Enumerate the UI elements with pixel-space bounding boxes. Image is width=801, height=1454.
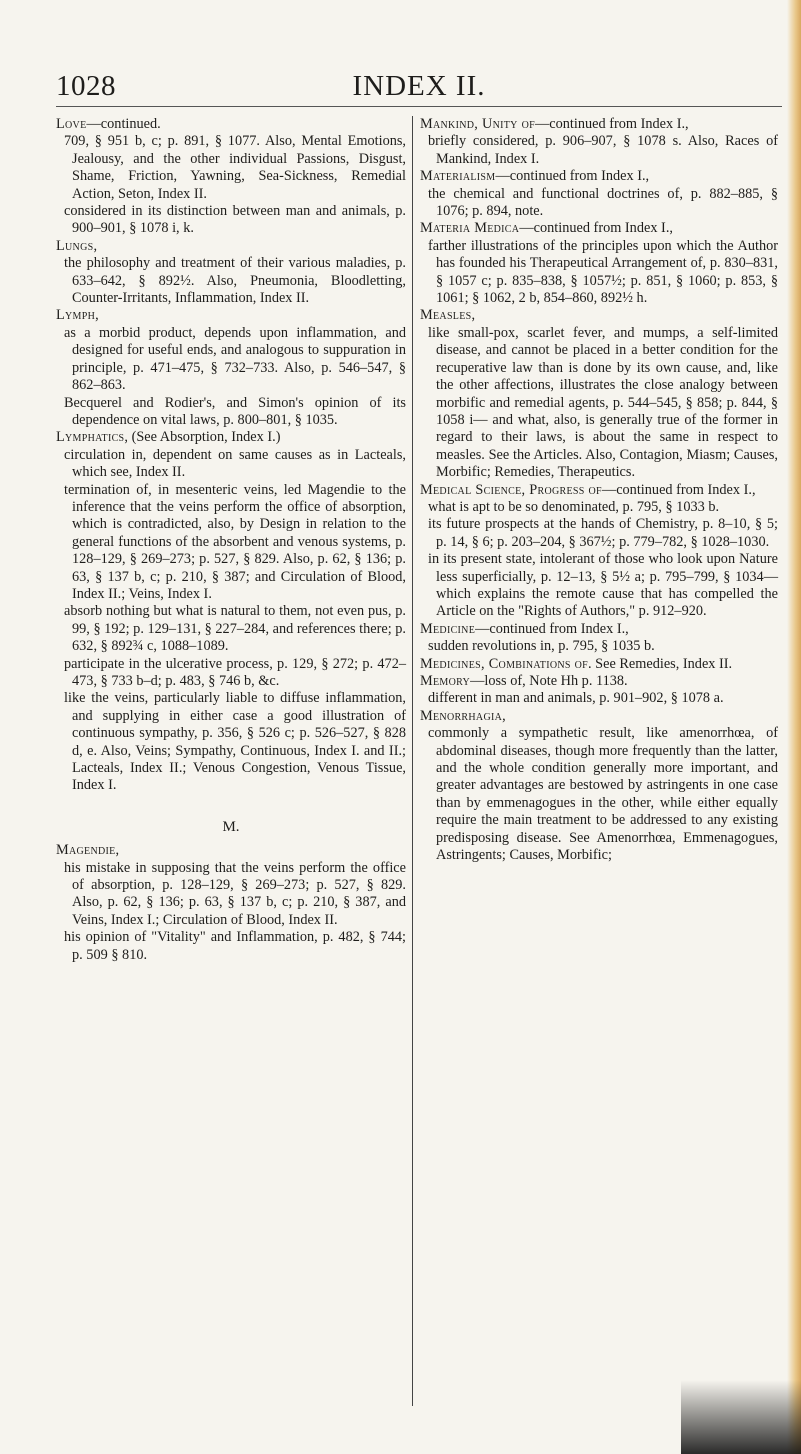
entry-heading: Lymph (56, 307, 96, 324)
column-divider (412, 116, 413, 1406)
entry-subentry: absorb nothing but what is natural to them, not even pus, p. 99, § 192; p. 129–131, § 227–284, and references there; p. 632, § 892¾ c, 1088–1089. (64, 603, 406, 655)
entry-heading-suffix: , (See Absorption, Index I.) (124, 429, 281, 446)
entry-subentry: as a morbid product, depends upon inflammation, and designed for useful ends, and analogous to suppuration in principle, p. 471–475, § 732–733. Also, p. 546–547, § 862–863. (64, 324, 406, 394)
index-entry (420, 673, 778, 708)
index-entry (420, 220, 778, 307)
entry-subentry: like small-pox, scarlet fever, and mumps, a self-limited disease, and cannot be placed in a better condition for the recuperative law than is done by its own cause, and, like the other affections, illustrates the close analogy between morbific and remedial agents, p. 544–545, § 858; p. 844, § 1058 i— and what, also, is generally true of the former in regard to their laws, is about the same in respect to measles. See the Articles. Also, Contagion, Miasm; Causes, Morbific; Remedies, Therapeutics. (428, 324, 778, 481)
index-entry (56, 429, 406, 795)
entry-heading-suffix: , (115, 842, 120, 859)
page-corner-shadow (681, 1380, 801, 1454)
index-entry (420, 116, 778, 168)
entry-heading: Memory (420, 673, 471, 689)
entry-heading-suffix: , (502, 707, 506, 724)
entry-subentry: sudden revolutions in, p. 795, § 1035 b. (428, 638, 655, 655)
entry-subentry: like the veins, particularly liable to diffuse inflammation, and supplying in either case a good illustration of continuous sympathy, p. 356, § 526 c; p. 526–527, § 828 d, e. Also, Veins; Sympathy, Continuous, Index I. and II.; Lacteals, Index II.; Venous Congestion, Venous Tissue, Index I. (64, 690, 406, 794)
section-letter: M. (222, 818, 240, 835)
index-entry (420, 621, 778, 656)
entry-heading: Mankind, Unity of (420, 116, 535, 132)
header-rule (56, 106, 782, 107)
index-entry (420, 482, 778, 621)
entry-subentry: his opinion of "Vitality" and Inflammation, p. 482, § 744; p. 509 § 810. (64, 929, 406, 963)
entry-subentry: its future prospects at the hands of Chemistry, p. 8–10, § 5; p. 14, § 6; p. 203–204, § 367½; p. 779–782, § 1028–1030. (428, 516, 778, 550)
entry-heading-suffix: —continued. (86, 116, 161, 132)
index-entry (420, 307, 778, 481)
index-entry (420, 168, 778, 220)
entry-heading: Materialism (420, 168, 496, 185)
entry-subentry: 709, § 951 b, c; p. 891, § 1077. Also, Mental Emotions, Jealousy, and the other individual Passions, Disgust, Shame, Friction, Yawning, Sea-Sickness, Remedial Action, Seton, Index II. (64, 133, 406, 202)
index-entry (56, 116, 406, 238)
page-number: 1028 (56, 70, 116, 102)
entry-subentry: Becquerel and Rodier's, and Simon's opinion of its dependence on vital laws, p. 800–801, § 1035. (64, 394, 406, 428)
entry-heading: Measles (420, 307, 472, 324)
entry-heading-suffix: —continued from Index I., (601, 481, 756, 498)
index-entry (420, 656, 778, 673)
entry-heading: Medicine (420, 620, 476, 637)
entry-heading: Lungs (56, 237, 94, 254)
entry-heading-suffix: —loss of, Note Hh p. 1138. (470, 673, 628, 689)
page-edge-shadow (787, 0, 801, 1454)
entry-heading-suffix: —continued from Index I., (475, 620, 629, 637)
entry-heading: Magendie (56, 842, 116, 859)
page-header (56, 70, 782, 110)
left-column (56, 116, 410, 964)
entry-heading-suffix: , (471, 307, 476, 324)
entry-heading: Materia Medica (420, 220, 520, 237)
entry-subentry: briefly considered, p. 906–907, § 1078 s. Also, Races of Mankind, Index I. (428, 133, 778, 167)
index-entry (420, 708, 778, 865)
entry-subentry: participate in the ulcerative process, p. 129, § 272; p. 472–473, § 733 b–d; p. 483, § 746 b, &c. (64, 655, 406, 689)
entry-heading: Love (56, 116, 87, 132)
entry-subentry: considered in its distinction between man and animals, p. 900–901, § 1078 i, k. (64, 203, 406, 237)
entry-heading-suffix: —continued from Index I., (534, 116, 689, 132)
entry-subentry: farther illustrations of the principles upon which the Author has founded his Therapeutical Arrangement of, p. 830–831, § 1057 c; p. 835–838, § 1057½; p. 851, § 1060; p. 853, § 1061; § 1062, 2 b, 854–860, 892½ h. (428, 237, 778, 307)
entry-heading: Lymphatics (56, 429, 125, 446)
entry-subentry: in its present state, intolerant of those who look upon Nature less superficially, p. 12–13, § 5½ a; p. 795–799, § 1034—which explains the remote cause that has compelled the Article on the "Rights of Authors," p. 912–920. (428, 551, 778, 620)
entry-heading-suffix: , (93, 237, 98, 254)
entry-subentry: termination of, in mesenteric veins, led Magendie to the inference that the veins perform the office of absorption, which is contradicted, also, by Design in relation to the general functions of the absorbent and venous systems, p. 128–129, § 269–273; p. 527, § 829. Also, p. 62, § 136; p. 63, § 137 b, c; p. 210, § 387; and Circulation of Blood, Index II.; Veins, Index I. (64, 481, 406, 602)
running-head: INDEX II. (352, 70, 486, 102)
index-entry (56, 307, 406, 429)
index-entry (56, 238, 406, 308)
entry-heading-suffix: , (95, 307, 99, 324)
entry-heading: Medical Science, Progress of (420, 481, 602, 498)
entry-subentry: the chemical and functional doctrines of, p. 882–885, § 1076; p. 894, note. (428, 185, 778, 220)
entry-subentry: commonly a sympathetic result, like amenorrhœa, of abdominal diseases, though more frequently than the latter, and the whole condition generally more important, and greater advantages are bestowed by astringents in one case than by emmenagogues in the other, while either equally require the main treatment to be addressed to any existing predisposing disease. See Amenorrhœa, Emmenagogues, Astringents; Causes, Morbific; (428, 725, 778, 864)
entry-subentry: circulation in, dependent on same causes as in Lacteals, which see, Index II. (64, 446, 406, 481)
entry-subentry: the philosophy and treatment of their various maladies, p. 633–642, § 892½. Also, Pneumonia, Bloodletting, Counter-Irritants, Inflammation, Index II. (64, 255, 406, 307)
right-column (420, 116, 778, 864)
entry-heading: Medicines, Combinations of (420, 655, 588, 672)
entry-heading-suffix: —continued from Index I., (495, 168, 650, 185)
entry-heading-suffix: —continued from Index I., (519, 220, 673, 237)
index-entry (56, 842, 406, 964)
entry-subentry: his mistake in supposing that the veins perform the office of absorption, p. 128–129, § 269–273; p. 527, § 829. Also, p. 62, § 136; p. 63, § 137 b, c; p. 210, § 387, and Veins, Index I.; Circulation of Blood, Index II. (64, 859, 406, 928)
entry-heading: Menorrhagia (420, 707, 503, 724)
entry-subentry: different in man and animals, p. 901–902, § 1078 a. (428, 690, 724, 707)
entry-heading-suffix: . See Remedies, Index II. (588, 655, 733, 672)
entry-subentry: what is apt to be so denominated, p. 795, § 1033 b. (428, 498, 720, 515)
